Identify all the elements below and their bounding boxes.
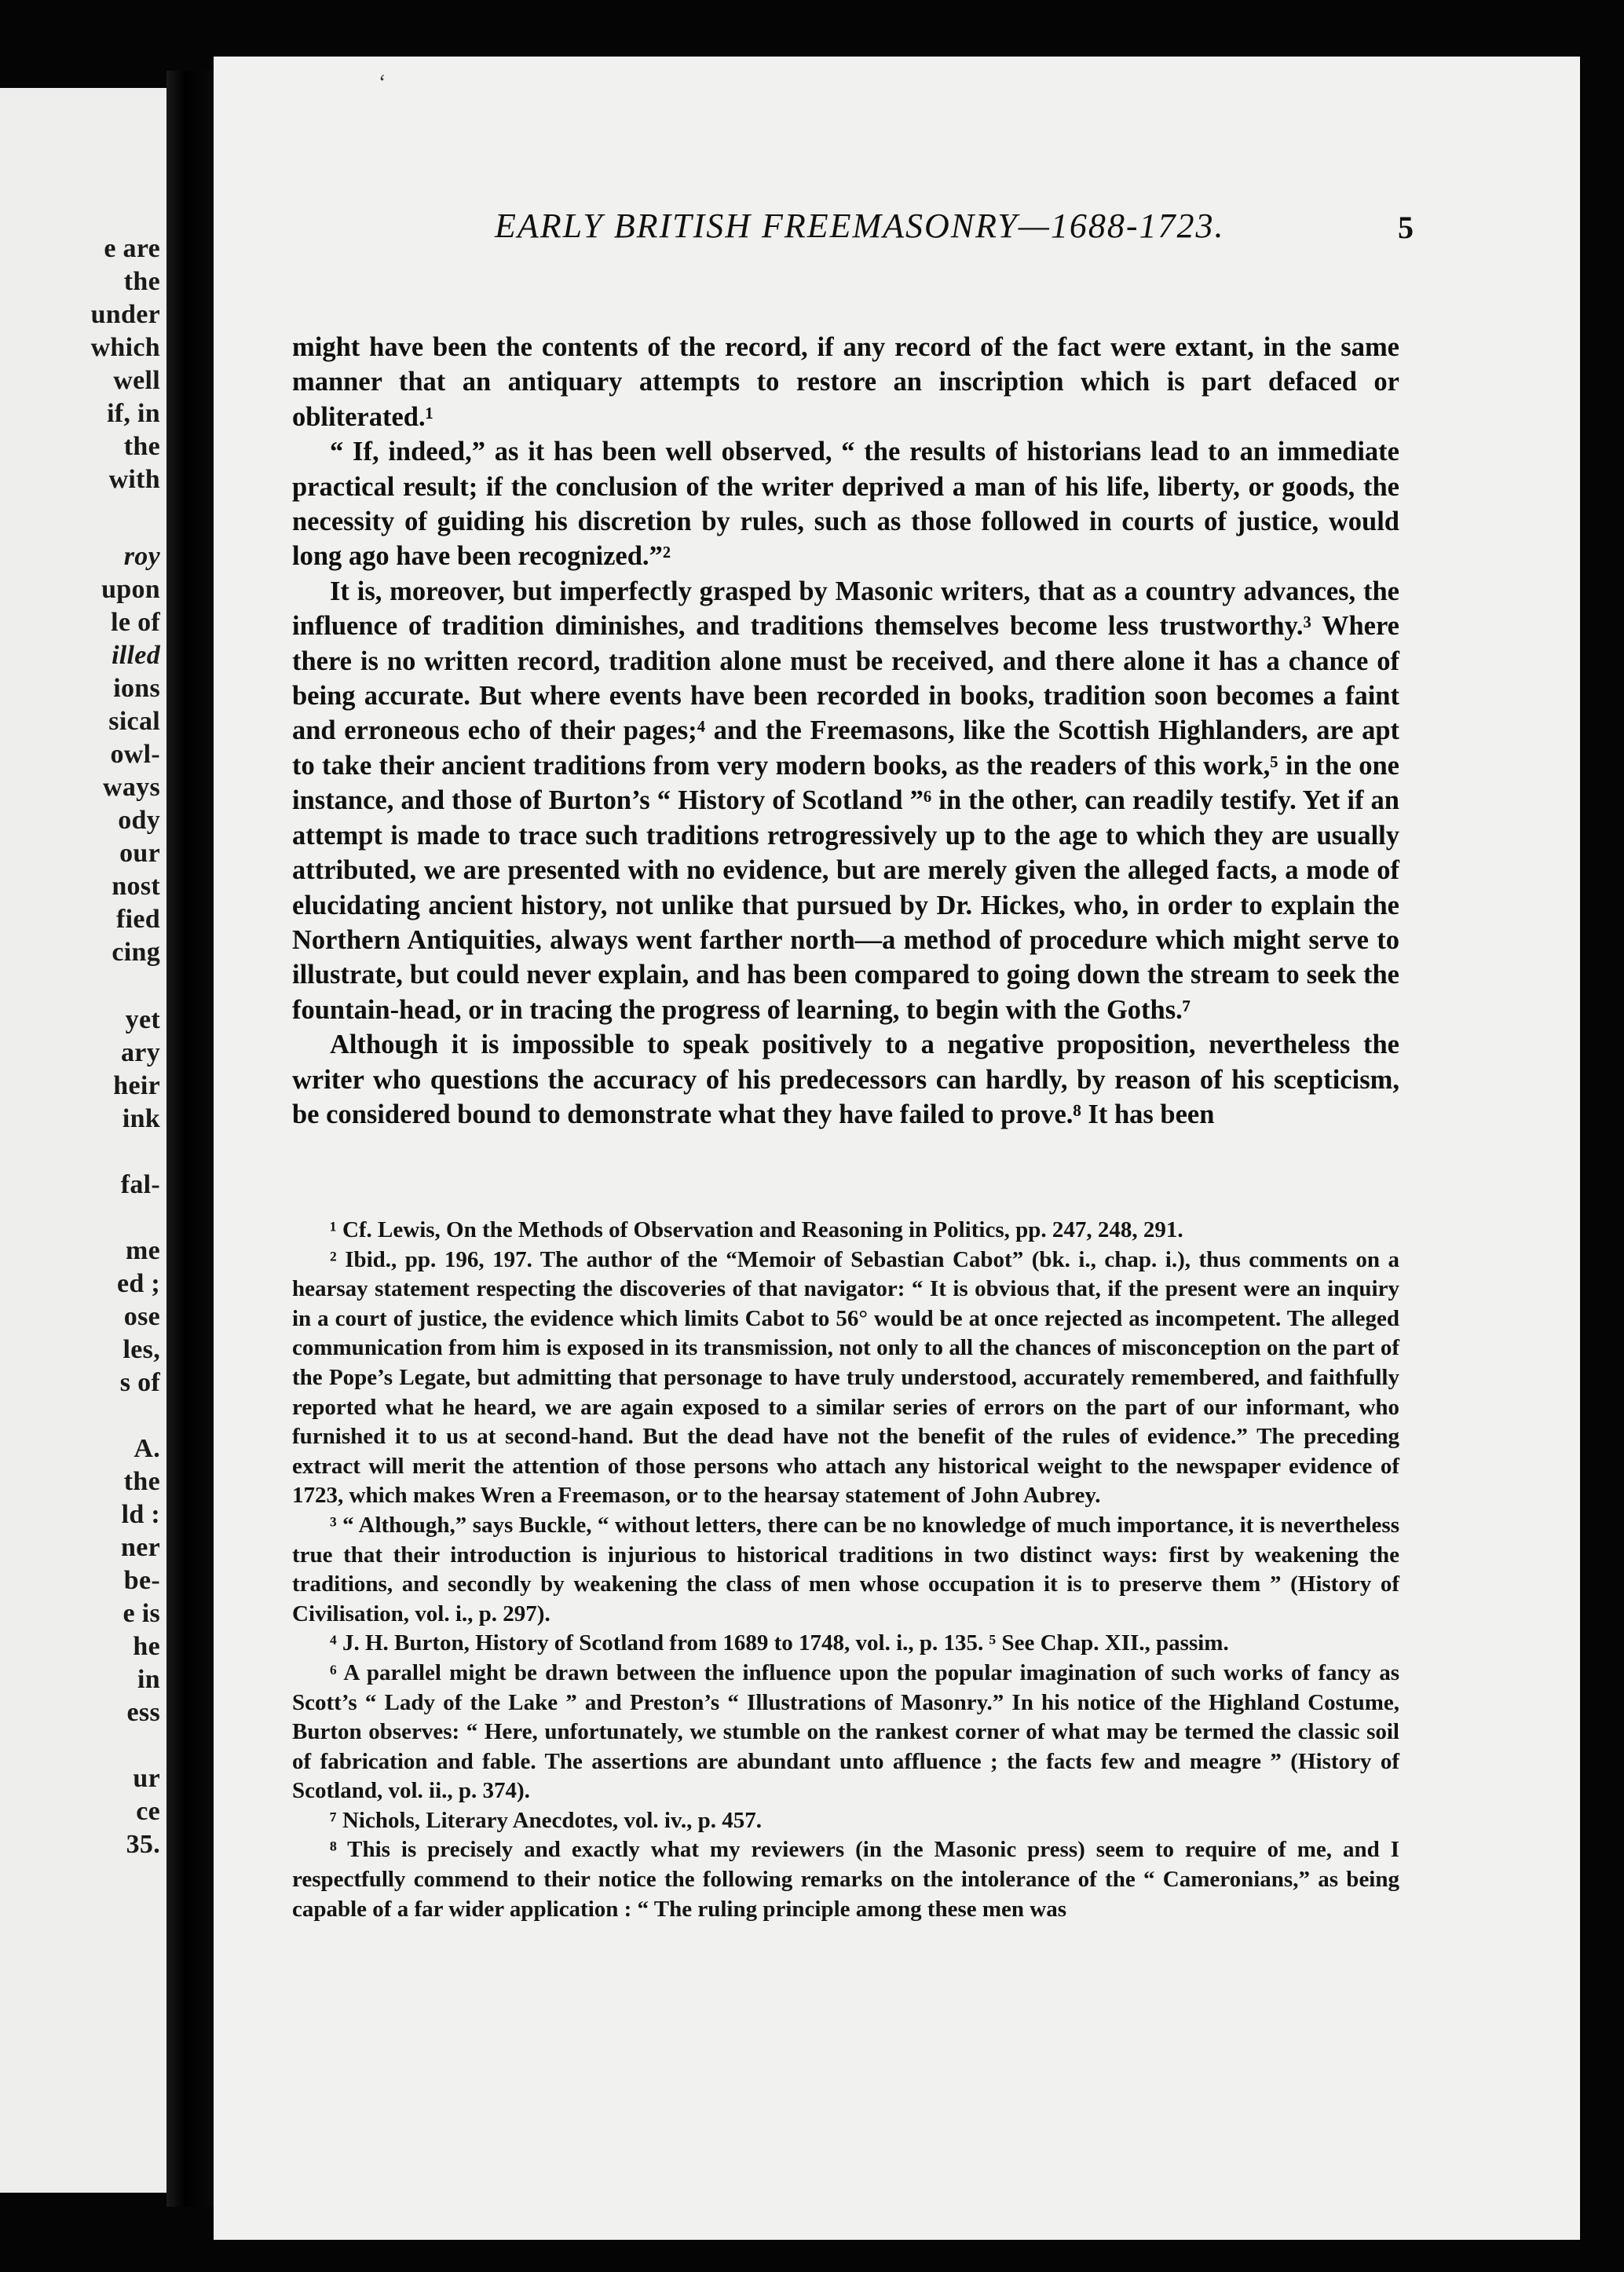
left-page-fragment: ions [113,674,160,703]
left-facing-page [0,88,166,2193]
left-page-fragment: ur [133,1764,160,1793]
footnote: ⁶ A parallel might be drawn between the influence upon the popular imagination of such works of fancy as Scott’s “ Lady of the Lake ” and Preston’s “ Illustrations of Masonry.” In his notice of the Highland Costume, Burton observes: “ Here, unfortunately, we stumble on the rankest corner of what may be termed the classic soil of fabrication and fable. The assertions are abundant unto affluence ; the facts few and meagre ” (History of Scotland, vol. ii., p. 374). [292,1659,1399,1804]
left-page-fragment: he [133,1632,160,1661]
left-page-fragment: e is [123,1599,160,1628]
scan-speck: ʻ [379,71,386,95]
left-page-fragment: sical [108,707,160,736]
left-page-fragment: ess [126,1698,160,1727]
left-page-fragment: s of [119,1368,160,1397]
left-page-fragment: our [119,839,160,868]
left-page-fragment: les, [123,1335,160,1364]
left-page-fragment: if, in [107,399,160,428]
page-header [283,206,1414,253]
footnote: ¹ Cf. Lewis, On the Methods of Observation and Reasoning in Politics, pp. 247, 248, 291. [330,1217,1183,1242]
left-page-fragment: cing [112,938,160,967]
left-page-fragment: with [108,465,160,494]
left-page-fragment: ner [121,1533,160,1562]
left-page-fragment: yet [125,1005,160,1034]
left-page-fragment: nost [112,872,160,901]
left-page-fragment: me [125,1236,160,1265]
left-page-fragment: illed [112,641,160,670]
body-paragraph: Although it is impossible to speak positively to a negative proposition, nevertheless the writer who questions the accuracy of his predecessors can hardly, by reason of his scepticism, be considered bound to demonstrate what they have failed to prove.⁸ It has been [292,1030,1399,1129]
left-page-fragment: owl- [110,740,160,769]
left-page-fragment: fal- [120,1170,160,1199]
left-page-fragment: the [123,432,160,461]
body-paragraph: It is, moreover, but imperfectly grasped by Masonic writers, that as a country advances, the influence of tradition diminishes, and traditions themselves become less trustworthy.³ Where there is no written record, tradition alone must be received, and there alone it has a chance of being accurate. But where events have been recorded in books, tradition soon becomes a faint and erroneous echo of their pages;⁴ and the Freemasons, like the Scottish Highlanders, are apt to take their ancient traditions from very modern books, as the readers of this work,⁵ in the one instance, and those of Burton’s “ History of Scotland ”⁶ in the other, can readily testify. Yet if an attempt is made to trace such traditions retrogressively up to the age to which they are usually attributed, we are presented with no evidence, but are merely given the alleged facts, a mode of elucidating ancient history, not unlike that pursued by Dr. Hickes, who, in order to explain the Northern Antiquities, always went farther north—a method of procedure which might serve to illustrate, but could never explain, and has been compared to going down the stream to seek the fountain-head, or in tracing the progress of learning, to begin with the Goths.⁷ [292,576,1399,1025]
left-page-fragment: the [123,267,160,296]
left-page-fragment: upon [101,575,160,604]
footnote: ⁷ Nichols, Literary Anecdotes, vol. iv., p. 457. [330,1807,763,1833]
left-page-fragment: under [90,300,160,329]
book-gutter [166,71,214,2207]
left-page-fragment: e are [104,234,160,263]
left-page-fragment: in [137,1665,160,1694]
body-paragraph: “ If, indeed,” as it has been well observed, “ the results of historians lead to an immediate practical result; if the conclusion of the writer deprived a man of his life, liberty, or goods, the necessity of guiding his discretion by rules, such as those followed in courts of justice, would long ago have been recognized.”² [292,437,1399,572]
left-page-fragment: A. [134,1434,160,1463]
footnote: ³ “ Although,” says Buckle, “ without letters, there can be no knowledge of much importance, it is nevertheless true that their introduction is injurious to historical traditions in two distinct ways: first by weakening the traditions, and secondly by weakening the class of men whose occupation it is to preserve them ” (History of Civilisation, vol. i., p. 297). [292,1512,1399,1626]
body-paragraph: might have been the contents of the record, if any record of the fact were extant, in the same manner that an antiquary attempts to restore an inscription which is part defaced or obliterated.¹ [292,332,1399,432]
left-page-fragment: well [113,366,160,395]
left-page-fragment: be- [123,1566,160,1595]
left-page-fragment: 35. [126,1830,160,1859]
left-page-fragment: le of [111,608,160,637]
left-page-fragment: ways [103,773,160,802]
page-number: 5 [1398,210,1414,245]
footnote: ⁴ J. H. Burton, History of Scotland from 1689 to 1748, vol. i., p. 135. ⁵ See Chap. XII., passim. [330,1630,1229,1656]
left-page-fragment: which [90,333,160,362]
left-page-fragment: ink [122,1104,160,1133]
left-page-fragment: ary [121,1038,160,1067]
left-page-fragment: roy [123,542,160,571]
left-page-fragment: ld : [121,1500,160,1529]
left-page-fragment: fied [116,905,160,934]
footnote: ⁸ This is precisely and exactly what my reviewers (in the Masonic press) seem to require of me, and I respectfully commend to their notice the following remarks on the intolerance of the “ Cameronians,” as being capable of a far wider application : “ The ruling principle among these men was [292,1837,1399,1922]
left-page-fragment: heir [113,1071,160,1100]
body-text [292,330,1399,1132]
left-page-fragment: the [123,1467,160,1496]
footnotes [292,1216,1399,1924]
left-page-fragment: ose [123,1302,160,1331]
left-page-fragment: ce [136,1797,160,1826]
left-page-fragment: ody [118,806,160,835]
footnote: ² Ibid., pp. 196, 197. The author of the “Memoir of Sebastian Cabot” (bk. i., chap. i.), thus comments on a hearsay statement respecting the discoveries of that navigator: “ It is obvious that, if the present were an inquiry in a court of justice, the evidence which limits Cabot to 56° would be at once rejected as incompetent. The alleged communication from him is exposed in its transmission, not only to all the chances of misconception on the part of the Pope’s Legate, but admitting that personage to have truly understood, accurately remembered, and faithfully reported what he heard, we are again exposed to a similar series of errors on the part of our informant, who furnished it to us at second-hand. But the dead have not the benefit of the rules of evidence.” The preceding extract will merit the attention of those persons who attach any historical weight to the newspaper evidence of 1723, which makes Wren a Freemason, or to the hearsay statement of John Aubrey. [292,1246,1399,1509]
running-title: EARLY BRITISH FREEMASONRY—1688-1723. [495,207,1225,245]
left-page-fragment: ed ; [116,1269,160,1298]
